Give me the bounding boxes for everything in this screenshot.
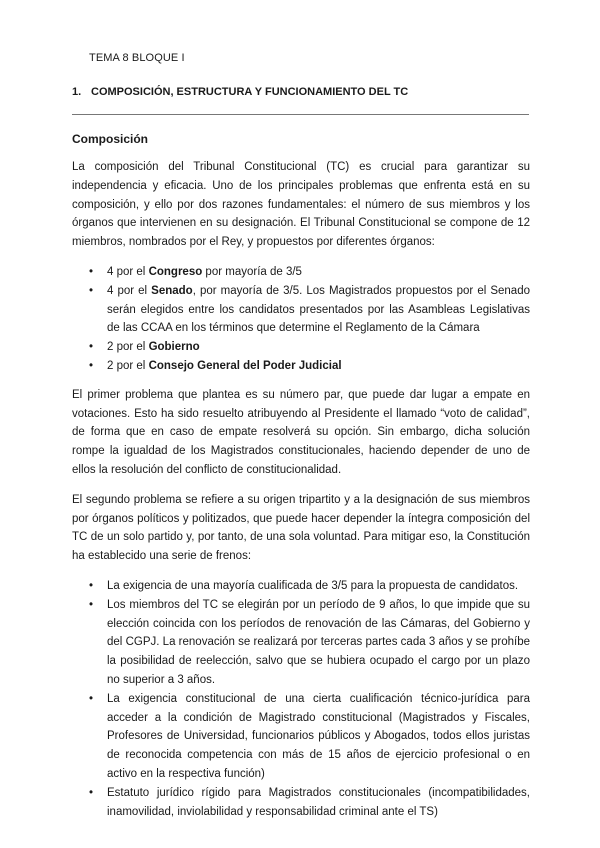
proposing-bodies-list [72, 263, 530, 376]
subsection-title: Composición [72, 132, 149, 146]
list-item-text: Estatuto jurídico rígido para Magistrados constitucionales (incompatibilidades, inamovilidad, inviolabilidad y responsabilidad criminal ante el TS) [107, 786, 530, 818]
list-item-bold: Gobierno [148, 341, 200, 354]
page-header: TEMA 8 BLOQUE I [89, 52, 185, 64]
list-item-bold: Congreso [148, 265, 203, 278]
bullet-icon: • [89, 692, 94, 705]
list-item-text: Los miembros del TC se elegirán por un período de 9 años, lo que impide que su elección coincida con los períodos de renovación de las Cámaras, del Gobierno y del CGPJ. La renovación se realizará por terceras partes cada 3 años y se prohíbe la posibilidad de reelección, salvo que se hubiera ocupado el cargo por un plazo no superior a 3 años. [107, 598, 530, 686]
section-title: COMPOSICIÓN, ESTRUCTURA Y FUNCIONAMIENTO DEL TC [91, 86, 409, 98]
paragraph-first-problem: El primer problema que plantea es su número par, que puede dar lugar a empate en votaciones. Esto ha sido resuelto atribuyendo al Presidente el llamado “voto de calidad”, de forma que en caso de empate resolverá su opción. Sin embargo, dicha solución rompe la igualdad de los Magistrados constitucionales, haciendo depender de uno de ellos la resolución del conflicto de constitucionalidad. [72, 388, 530, 476]
bullet-icon: • [89, 341, 94, 354]
list-item-bold: Consejo General del Poder Judicial [148, 359, 342, 372]
list-item [89, 577, 530, 596]
list-item [89, 338, 530, 357]
list-item [89, 263, 530, 282]
paragraph-second-problem: El segundo problema se refiere a su origen tripartito y a la designación de sus miembros por órganos políticos y politizados, que puede hacer depender la íntegra composición del TC de un solo partido y, por tanto, de una sola voluntad. Para mitigar eso, la Constitución ha establecido una serie de frenos: [72, 493, 530, 563]
list-item-text: 2 por el [107, 341, 149, 354]
bullet-icon: • [89, 579, 94, 592]
list-item-text: 4 por el [107, 284, 152, 297]
body-content [72, 158, 530, 831]
list-item-bold: Senado [151, 284, 193, 297]
list-item [89, 690, 530, 784]
list-item [89, 282, 530, 338]
list-item-text: , por mayoría de 3/5. Los Magistrados propuestos por el Senado serán elegidos entre los candidatos presentados por las Asambleas Legislativas de las CCAA en los términos que determine el Reglamento de la Cámara [107, 284, 530, 335]
bullet-icon: • [89, 265, 94, 278]
bullet-icon: • [89, 359, 94, 372]
section-heading [72, 86, 408, 98]
paragraph-intro: La composición del Tribunal Constitucional (TC) es crucial para garantizar su independencia y eficacia. Uno de los principales problemas que enfrenta está en su composición, y ello por dos razones fundamentales: el número de sus miembros y los órganos que intervienen en su designación. El Tribunal Constitucional se compone de 12 miembros, nombrados por el Rey, y propuestos por diferentes órganos: [72, 161, 530, 249]
list-item [89, 784, 530, 822]
list-item-text: 4 por el [107, 265, 149, 278]
list-item-text: La exigencia de una mayoría cualificada de 3/5 para la propuesta de candidatos. [107, 579, 519, 592]
list-item-text: por mayoría de 3/5 [202, 265, 302, 278]
list-item [89, 357, 530, 376]
list-item-text: La exigencia constitucional de una cierta cualificación técnico-jurídica para acceder a la condición de Magistrado constitucional (Magistrados y Fiscales, Profesores de Universidad, funcionarios públicos y Abogados, todos ellos juristas de reconocida competencia con más de 15 años de ejercicio profesional o en activo en la respectiva función) [107, 692, 530, 780]
bullet-icon: • [89, 786, 94, 799]
bullet-icon: • [89, 598, 94, 611]
bullet-icon: • [89, 284, 94, 297]
list-item-text: 2 por el [107, 359, 149, 372]
section-number: 1. [72, 86, 82, 98]
section-divider [72, 114, 529, 115]
safeguards-list [72, 577, 530, 821]
list-item [89, 596, 530, 690]
